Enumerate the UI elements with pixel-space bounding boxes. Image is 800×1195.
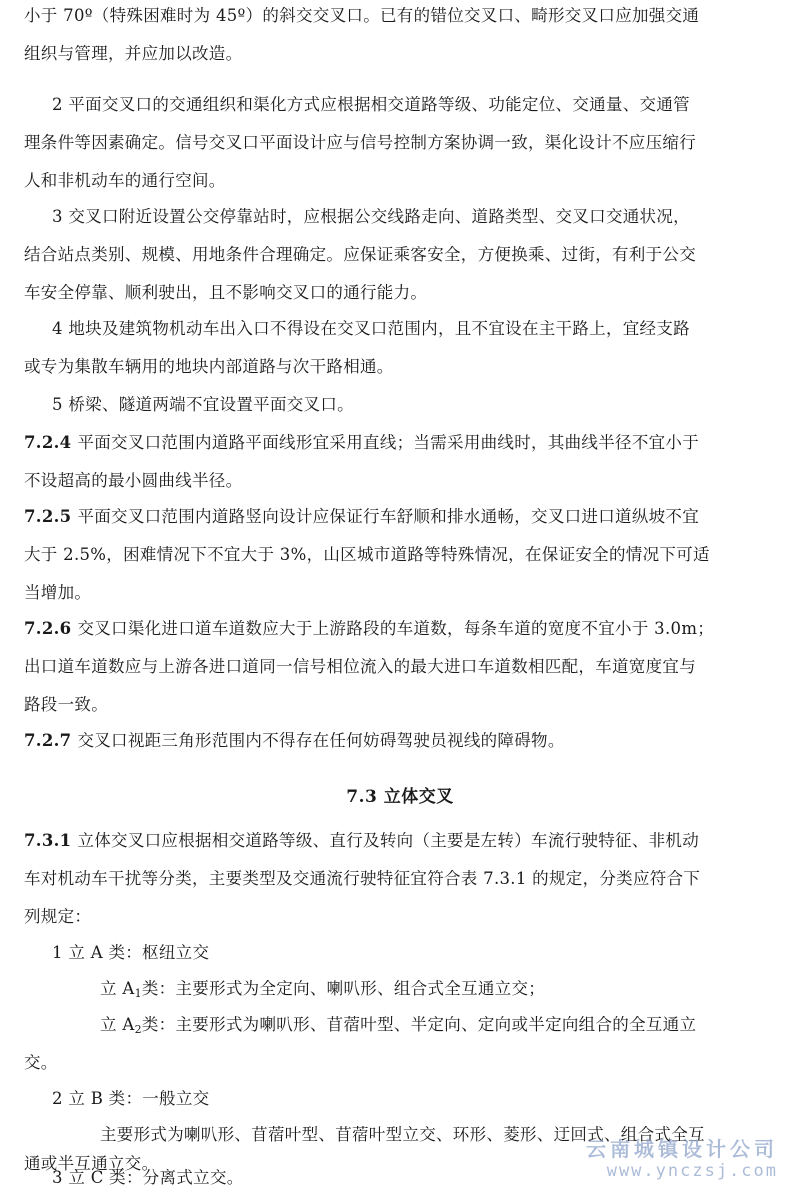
item-b: 2 立 B 类：一般立交 xyxy=(52,1089,210,1108)
s727-line1 xyxy=(24,729,780,753)
clause-number: 7.2.6 xyxy=(24,619,72,638)
item-c: 3 立 C 类：分离式立交。 xyxy=(52,1168,244,1187)
clause-text: 交叉口视距三角形范围内不得存在任何妨碍驾驶员视线的障碍物。 xyxy=(77,731,565,750)
item-a2-line2: 交。 xyxy=(24,1053,58,1072)
clause-number: 7.3.1 xyxy=(24,831,72,850)
clause-number: 7.2.4 xyxy=(24,433,72,452)
s726-line1 xyxy=(24,617,780,641)
s731-line3: 列规定： xyxy=(24,907,92,926)
p2-line1: 2 平面交叉口的交通组织和渠化方式应根据相交道路等级、功能定位、交通量、交通管 xyxy=(52,95,690,114)
clause-number: 7.2.5 xyxy=(24,507,72,526)
s725-line2: 大于 2.5%，困难情况下不宜大于 3%，山区城市道路等特殊情况，在保证安全的情况下可适 xyxy=(24,545,710,564)
clause-text: 交叉口渠化进口道车道数应大于上游路段的车道数，每条车道的宽度不宜小于 3.0m； xyxy=(77,619,715,638)
p1-line2: 组织与管理，并应加以改造。 xyxy=(24,44,243,63)
s724-line2: 不设超高的最小圆曲线半径。 xyxy=(24,471,243,490)
section-heading: 7.3 立体交叉 xyxy=(346,787,454,807)
clause-text: 立体交叉口应根据相交道路等级、直行及转向（主要是左转）车流行驶特征、非机动 xyxy=(77,831,700,850)
item-a1: 立 $A_1$类：主要形式为全定向、喇叭形、组合式全互通立交； xyxy=(100,979,546,1000)
watermark-url: www.ynczsj.com xyxy=(606,1161,778,1181)
clause-number: 7.2.7 xyxy=(24,731,72,750)
s731-line2: 车对机动车干扰等分类，主要类型及交通流行驶特征宜符合表 7.3.1 的规定，分类应符合下 xyxy=(24,869,701,888)
clause-text: 平面交叉口范围内道路平面线形宜采用直线；当需采用曲线时，其曲线半径不宜小于 xyxy=(77,433,700,452)
s724-line1 xyxy=(24,431,780,455)
p3-line2: 结合站点类别、规模、用地条件合理确定。应保证乘客安全，方便换乘、过街，有利于公交 xyxy=(24,245,696,264)
watermark-name: 云南城镇设计公司 xyxy=(586,1137,778,1161)
p2-line2: 理条件等因素确定。信号交叉口平面设计应与信号控制方案协调一致，渠化设计不应压缩行 xyxy=(24,133,696,152)
item-a2: 立 $A_2$类：主要形式为喇叭形、苜蓿叶型、半定向、定向或半定向组合的全互通立 xyxy=(100,1015,697,1036)
s731-line1 xyxy=(24,829,780,853)
p3-line3: 车安全停靠、顺利驶出，且不影响交叉口的通行能力。 xyxy=(24,283,428,302)
p4-line1: 4 地块及建筑物机动车出入口不得设在交叉口范围内，且不宜设在主干路上，宜经支路 xyxy=(52,319,690,338)
s726-line2: 出口道车道数应与上游各进口道同一信号相位流入的最大进口车道数相匹配，车道宽度宜与 xyxy=(24,657,696,676)
s725-line3: 当增加。 xyxy=(24,583,92,602)
s725-line1 xyxy=(24,505,780,529)
item-a: 1 立 A 类：枢纽立交 xyxy=(52,943,210,962)
p3-line1: 3 交叉口附近设置公交停靠站时，应根据公交线路走向、道路类型、交叉口交通状况， xyxy=(52,207,690,226)
p2-line3: 人和非机动车的通行空间。 xyxy=(24,171,226,190)
p1-line1: 小于 70º（特殊困难时为 45º）的斜交交叉口。已有的错位交叉口、畸形交叉口应加强交通 xyxy=(24,6,700,25)
item-b-line1: 主要形式为喇叭形、苜蓿叶型、苜蓿叶型立交、环形、菱形、迂回式、组合式全互 xyxy=(100,1125,705,1144)
item-b-line2: 通或半互通立交。 xyxy=(24,1154,159,1173)
s726-line3: 路段一致。 xyxy=(24,695,108,714)
clause-text: 平面交叉口范围内道路竖向设计应保证行车舒顺和排水通畅，交叉口进口道纵坡不宜 xyxy=(77,507,700,526)
p4-line2: 或专为集散车辆用的地块内部道路与次干路相通。 xyxy=(24,357,394,376)
p5-line1: 5 桥梁、隧道两端不宜设置平面交叉口。 xyxy=(52,395,354,414)
